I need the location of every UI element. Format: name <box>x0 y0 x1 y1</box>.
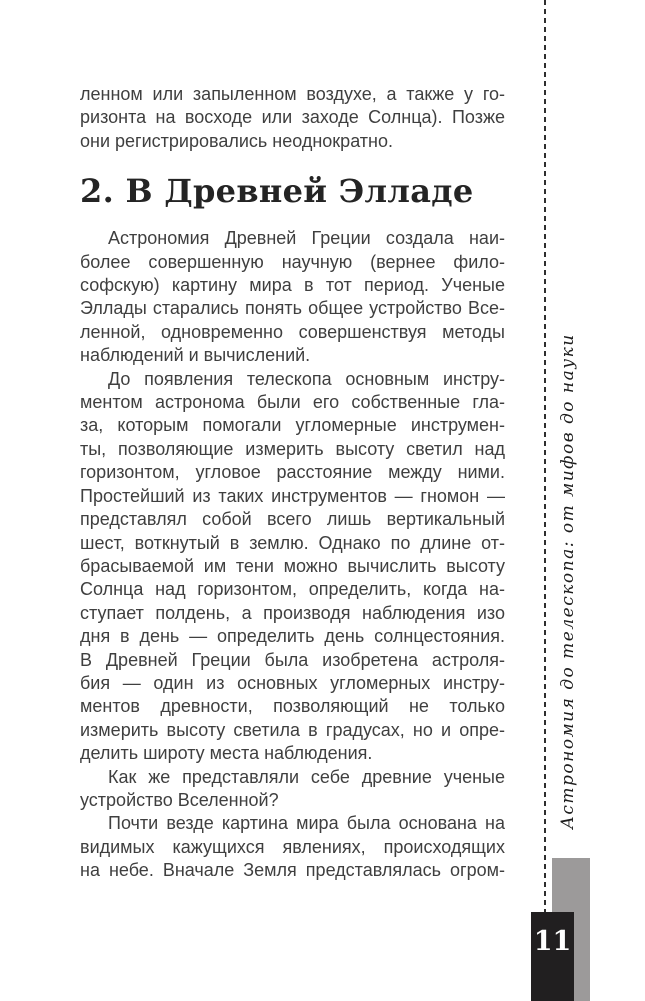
text-line: Эллады старались понять общее устройство Все- <box>80 298 505 319</box>
body-paragraphs <box>80 227 505 882</box>
text-line: ментов древности, позволяющий не только <box>80 696 505 717</box>
text-line: ленном или запыленном воздухе, а также у го- <box>80 84 505 104</box>
text-line: Простейший из таких инструментов — гномон — <box>80 485 505 506</box>
text-line: за, которым помогали угломерные инструмен- <box>80 415 505 436</box>
page-edge-dashed-line <box>544 0 546 912</box>
text-line: видимых кажущихся явлениях, происходящих <box>80 836 505 857</box>
text-line: Солнца над горизонтом, определить, когда на- <box>80 579 505 600</box>
text-line: устройство Вселенной? <box>80 789 279 810</box>
text-column <box>80 83 505 883</box>
text-line: ступает полдень, а производя наблюдения изо <box>80 602 505 623</box>
paragraph <box>80 227 505 367</box>
section-heading: 2. В Древней Элладе <box>80 172 474 211</box>
text-line: дня в день — определить день солнцестояния. <box>80 626 505 647</box>
text-line: Астрономия Древней Греции создала наи- <box>108 228 505 249</box>
paragraph <box>80 812 505 882</box>
text-line: бия — один из основных угломерных инстру- <box>80 672 505 693</box>
paragraph <box>80 766 505 813</box>
text-line: брасываемой им тени можно вычислить высоту <box>80 555 505 576</box>
text-line: Как же представляли себе древние ученые <box>108 766 505 787</box>
text-line: До появления телескопа основным инстру- <box>108 368 505 389</box>
text-line: ленной, одновременно совершенствуя методы <box>80 321 505 342</box>
text-line: Почти везде картина мира была основана на <box>108 813 505 834</box>
text-line: софскую) картину мира в тот период. Ученые <box>80 275 505 296</box>
text-line: ризонта на восходе или заходе Солнца). Позже <box>80 107 505 128</box>
text-line: измерить высоту светила в градусах, но и опре- <box>80 719 505 740</box>
text-line: шест, воткнутый в землю. Однако по длине от- <box>80 532 505 553</box>
text-line: ты, позволяющие измерить высоту светил над <box>80 438 505 459</box>
paragraph <box>80 368 505 766</box>
text-line: наблюдений и вычислений. <box>80 345 311 366</box>
text-line: делить широту места наблюдения. <box>80 743 373 764</box>
text-line: на небе. Вначале Земля представлялась огром- <box>80 860 505 881</box>
text-line: горизонтом, угловое расстояние между ними. <box>80 462 505 483</box>
sidebar-vertical-title: Астрономия до телескопа: от мифов до науки <box>558 333 578 829</box>
continued-paragraph <box>80 83 505 153</box>
text-line: ментом астронома были его собственные гла- <box>80 392 505 413</box>
text-line: более совершенную научную (вернее фило- <box>80 251 505 272</box>
text-line: они регистрировались неоднократно. <box>80 130 394 151</box>
text-line: В Древней Греции была изобретена астроля- <box>80 649 505 670</box>
page-number-box <box>531 912 574 1001</box>
text-line: представлял собой всего лишь вертикальный <box>80 509 505 530</box>
page-number: 11 <box>533 926 572 957</box>
